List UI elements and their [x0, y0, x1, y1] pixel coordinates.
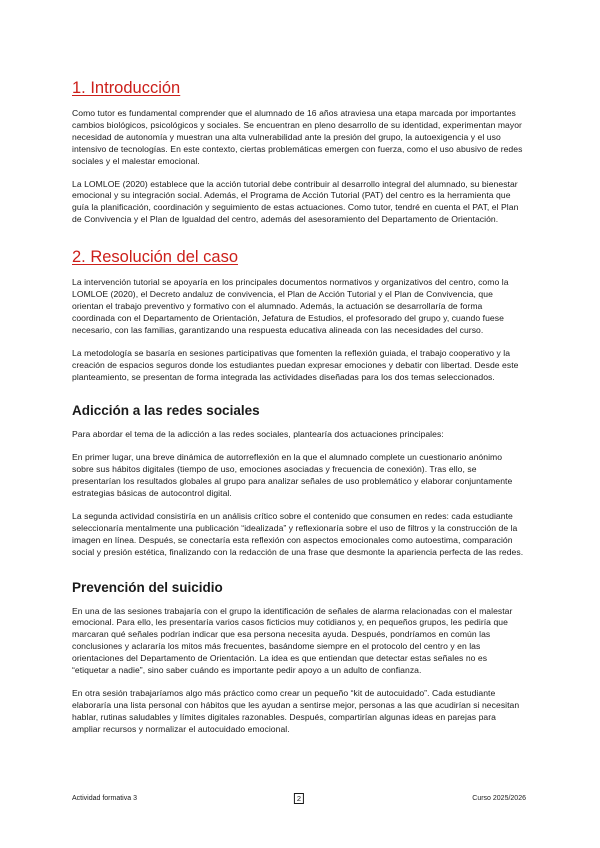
paragraph: La segunda actividad consistiría en un análisis crítico sobre el contenido que consumen en redes: cada estudiante seleccionaría mentalmente una publicación “idealizada” y reflexionaría sobre el uso de filtros y la construcción de la imagen en línea. Después, se conectaría esta reflexión con aspectos emocionales como autoestima, comparación social y presión estética, finalizando con la redacción de una frase que desmonte la apariencia perfecta de las redes. [72, 510, 524, 557]
paragraph: En primer lugar, una breve dinámica de autorreflexión en la que el alumnado complete un cuestionario anónimo sobre sus hábitos digitales (tiempo de uso, emociones asociadas y frecuencia de conexión). Tras ello, se presentarían los resultados globales al grupo para analizar señales de uso problemático y elaborar conjuntamente estrategias básicas de autocontrol digital. [72, 452, 513, 499]
subheading-prevencion-suicidio: Prevención del suicidio [72, 579, 223, 595]
subheading-adiccion-redes: Adicción a las redes sociales [72, 403, 260, 419]
paragraph: Como tutor es fundamental comprender que el alumnado de 16 años atraviesa una etapa marcada por importantes cambios biológicos, psicológicos y sociales. Se encuentran en pleno desarrollo de su identidad, experimentan mayor necesidad de autonomía y muestran una alta vulnerabilidad ante la presión del grupo, la autoexigencia y el uso intensivo de tecnologías. En este contexto, ciertas problemáticas emergen con fuerza, como el uso abusivo de redes sociales y el malestar emocional. [72, 108, 523, 166]
paragraph: Para abordar el tema de la adicción a las redes sociales, plantearía dos actuaciones principales: [72, 429, 444, 440]
paragraph: La intervención tutorial se apoyaría en los principales documentos normativos y organizativos del centro, como la LOMLOE (2020), el Decreto andaluz de convivencia, el Plan de Acción Tutorial y el Plan de Convivencia, que orientan el trabajo preventivo y formativo con el alumnado. Además, la actuación se desarrollaría de forma coordinada con el Departamento de Orientación, Jefatura de Estudios, el profesorado del grupo y, cuando fuese necesario, con las familias, garantizando una respuesta educativa alineada con las necesidades del curso. [72, 277, 509, 335]
footer-right-text: Curso 2025/2026 [472, 795, 526, 802]
section-heading-introduccion: 1. Introducción [72, 79, 181, 97]
section-heading-resolucion: 2. Resolución del caso [72, 248, 239, 267]
paragraph: La metodología se basaría en sesiones participativas que fomenten la reflexión guiada, el trabajo cooperativo y la creación de espacios seguros donde los estudiantes puedan expresar emociones y debatir con libertad. Desde este planteamiento, se presentan de forma integrada las actividades diseñadas para los dos temas seleccionados. [72, 347, 519, 382]
page-content [72, 77, 524, 747]
page-number: 2 [294, 793, 304, 804]
paragraph: En una de las sesiones trabajaría con el grupo la identificación de señales de alarma relacionadas con el malestar emocional. Para ello, les presentaría varios casos ficticios muy cotidianos y, en pequeños grupos, les pediría que marcaran qué señales podrían indicar que esa persona necesita ayuda. Después, pondríamos en común las conclusiones y aclararía los mitos más frecuentes, basándome siempre en el protocolo del centro y en las orientaciones del Departamento de Orientación. La idea es que entiendan que detectar estas señales no es “etiquetar a nadie”, sino saber cuándo es importante pedir apoyo a un adulto de confianza. [72, 605, 513, 676]
page-footer [72, 795, 526, 802]
paragraph: La LOMLOE (2020) establece que la acción tutorial debe contribuir al desarrollo integral del alumnado, su bienestar emocional y su integración social. Además, el Programa de Acción Tutorial (PAT) del centro es la herramienta que guía la planificación, coordinación y seguimiento de estas actuaciones. Como tutor, tendré en cuenta el PAT, el Plan de Convivencia y el Plan de Igualdad del centro, además del asesoramiento del Departamento de Orientación. [72, 178, 519, 225]
paragraph: En otra sesión trabajaríamos algo más práctico como crear un pequeño “kit de autocuidado”. Cada estudiante elaboraría una lista personal con hábitos que les ayudan a sentirse mejor, personas a las que acudirían si necesitan hablar, rutinas saludables y límites digitales razonables. Después, compartirían algunas ideas en parejas para ampliar recursos y normalizar el autocuidado emocional. [72, 688, 520, 734]
footer-left-text: Actividad formativa 3 [72, 795, 137, 802]
